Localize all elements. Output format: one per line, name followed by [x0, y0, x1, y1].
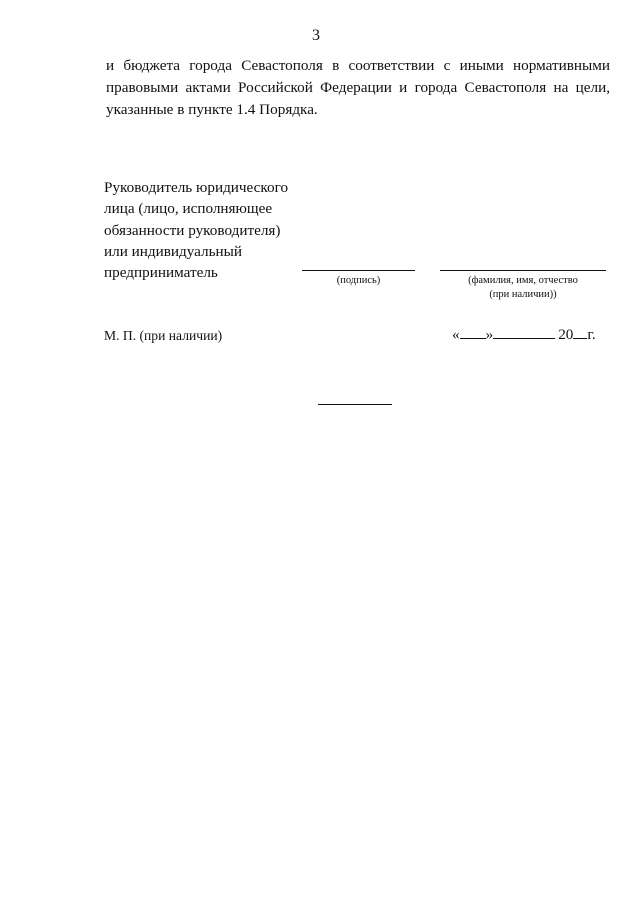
day-blank	[460, 326, 486, 339]
signature-line	[302, 270, 415, 271]
name-caption	[440, 274, 606, 302]
page-number: 3	[312, 27, 320, 44]
name-caption-line: (при наличии))	[489, 289, 557, 300]
signature-caption: (подпись)	[336, 275, 381, 286]
body-paragraph	[106, 55, 610, 120]
signatory-title-line: обязанности руководителя)	[104, 221, 281, 239]
signatory-title-line: предприниматель	[104, 264, 218, 282]
name-line	[440, 270, 606, 271]
signatory-title-line: лица (лицо, исполняющее	[104, 200, 273, 218]
paragraph-line: указанные в пункте 1.4 Порядка.	[106, 100, 318, 118]
month-blank	[493, 326, 555, 339]
year-suffix: г.	[587, 326, 596, 343]
signatory-title-line: или индивидуальный	[104, 242, 243, 260]
date-close-quote: »	[485, 326, 494, 343]
year-prefix: 20	[558, 326, 574, 343]
date-field	[452, 326, 596, 344]
stamp-label: М. П. (при наличии)	[104, 328, 223, 343]
name-caption-line: (фамилия, имя, отчество	[468, 275, 578, 286]
end-separator-line	[318, 404, 392, 405]
signatory-title	[104, 177, 288, 283]
signatory-title-line: Руководитель юридического	[104, 179, 289, 196]
year-blank	[573, 326, 587, 339]
paragraph-line: и бюджета города Севастополя в соответствии с иными нормативными	[106, 57, 610, 74]
paragraph-line: правовыми актами Российской Федерации и города Севастополя на цели,	[106, 78, 610, 96]
date-open-quote: «	[452, 326, 460, 343]
